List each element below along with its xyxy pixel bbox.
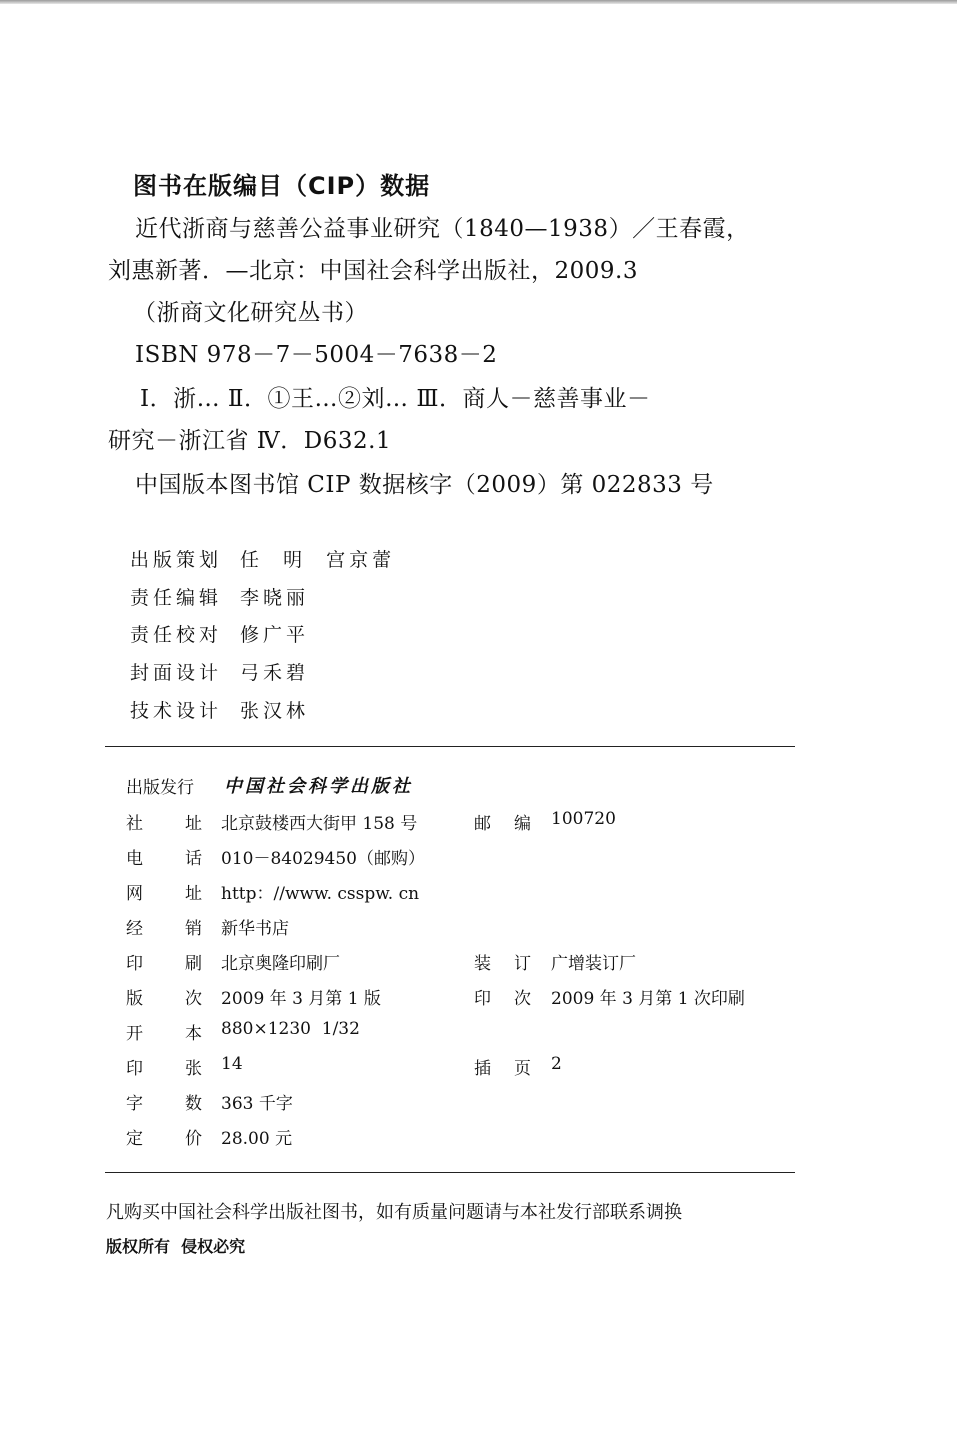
info-key: 经 <box>126 919 143 939</box>
info-key: 定 <box>126 1129 143 1149</box>
info-key: 开 <box>126 1024 143 1044</box>
info-value: 北京奥隆印刷厂 <box>221 954 340 974</box>
info-key: 装 <box>474 954 491 974</box>
quality-notice: 凡购买中国社会科学出版社图书，如有质量问题请与本社发行部联系调换 <box>106 1202 682 1223</box>
cip-title-line: 近代浙商与慈善公益事业研究（1840—1938）／王春霞， <box>135 216 750 242</box>
issuer-label: 出版发行 <box>126 778 194 798</box>
info-key: 页 <box>514 1059 531 1079</box>
cip-series-line: （浙商文化研究丛书） <box>133 300 368 326</box>
info-key: 本 <box>185 1024 202 1044</box>
info-value: 新华书店 <box>221 919 289 939</box>
info-value: 2009 年 3 月第 1 次印刷 <box>551 989 745 1009</box>
staff-label: 责任编辑 <box>130 587 223 609</box>
staff-label: 出版策划 <box>130 549 223 571</box>
cip-record-number: 中国版本图书馆 CIP 数据核字（2009）第 022833 号 <box>135 472 714 498</box>
staff-value: 修广平 <box>240 624 310 646</box>
info-key: 址 <box>185 884 202 904</box>
info-key: 址 <box>185 814 202 834</box>
info-key: 印 <box>126 954 143 974</box>
info-value: 363 千字 <box>221 1094 293 1114</box>
info-value: 100720 <box>551 809 616 829</box>
staff-label: 责任校对 <box>130 624 223 646</box>
info-key: 社 <box>126 814 143 834</box>
cip-classification-line-2: 研究－浙江省 Ⅳ．D632.1 <box>108 428 392 454</box>
info-value: 010－84029450（邮购） <box>221 849 425 869</box>
staff-value: 弓禾碧 <box>240 662 310 684</box>
info-key: 订 <box>514 954 531 974</box>
info-key: 刷 <box>185 954 202 974</box>
info-key: 数 <box>185 1094 202 1114</box>
info-value: 14 <box>221 1054 243 1074</box>
copyright-notice: 版权所有 侵权必究 <box>106 1237 246 1256</box>
info-key: 次 <box>514 989 531 1009</box>
info-key: 销 <box>185 919 202 939</box>
scan-top-edge <box>0 0 957 4</box>
cip-classification-line: Ⅰ．浙… Ⅱ．①王…②刘… Ⅲ．商人－慈善事业－ <box>140 386 651 412</box>
info-value: 880×1230 1/32 <box>221 1019 360 1039</box>
info-key: 印 <box>126 1059 143 1079</box>
info-value: 2 <box>551 1054 562 1074</box>
info-key: 编 <box>514 814 531 834</box>
staff-value: 张汉林 <box>240 700 310 722</box>
info-key: 印 <box>474 989 491 1009</box>
cip-isbn-line: ISBN 978－7－5004－7638－2 <box>135 342 498 368</box>
info-key: 字 <box>126 1094 143 1114</box>
info-key: 版 <box>126 989 143 1009</box>
info-key: 次 <box>185 989 202 1009</box>
info-key: 网 <box>126 884 143 904</box>
staff-value: 任 明 宫京蕾 <box>240 549 396 571</box>
info-value: 北京鼓楼西大街甲 158 号 <box>221 814 418 834</box>
info-key: 张 <box>185 1059 202 1079</box>
staff-label: 封面设计 <box>130 662 223 684</box>
staff-label: 技术设计 <box>130 700 223 722</box>
info-value: 28.00 元 <box>221 1129 293 1149</box>
cip-author-line: 刘惠新著．—北京：中国社会科学出版社，2009.3 <box>108 258 638 284</box>
info-key: 话 <box>185 849 202 869</box>
staff-value: 李晓丽 <box>240 587 310 609</box>
cip-heading: 图书在版编目（CIP）数据 <box>133 172 431 200</box>
info-key: 价 <box>185 1129 202 1149</box>
info-key: 邮 <box>474 814 491 834</box>
divider-rule <box>105 1172 795 1173</box>
info-key: 电 <box>126 849 143 869</box>
publisher-name: 中国社会科学出版社 <box>224 776 413 797</box>
info-value: http：//www. csspw. cn <box>221 884 420 904</box>
divider-rule <box>105 746 795 747</box>
info-value: 广增装订厂 <box>551 954 636 974</box>
info-key: 插 <box>474 1059 491 1079</box>
info-value: 2009 年 3 月第 1 版 <box>221 989 381 1009</box>
